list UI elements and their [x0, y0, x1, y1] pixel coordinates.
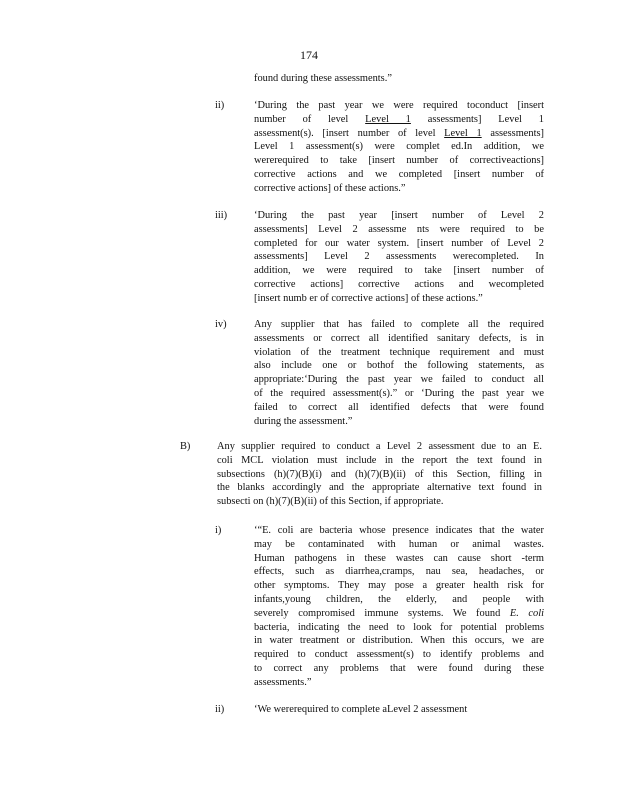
text-line: coli MCL violation must include in the report the text found in	[217, 454, 542, 466]
item-marker-b-i: i)	[215, 525, 222, 536]
text-line: severely compromised immune systems. We found E. coli	[254, 607, 545, 619]
text-line: Human pathogens in these wastes can cause short -term	[254, 552, 544, 564]
text-line: number of level Level 1 assessments] Level 1	[254, 113, 544, 125]
text-line: may be contaminated with human or animal wastes.	[254, 538, 544, 550]
item-b-i-text	[254, 524, 544, 690]
item-marker-b-ii: ii)	[215, 704, 225, 715]
text-line: corrective actions] of these actions.”	[254, 182, 406, 194]
text-line: assessments] Level 2 assessme nts were required to be	[254, 223, 544, 235]
text-line: wererequired to take [insert number of correctiveactions]	[254, 155, 544, 167]
text-line: ‘We wererequired to complete aLevel 2 assessment	[254, 704, 468, 715]
item-iii-text	[254, 209, 544, 306]
text-line: assessments or correct all identified sanitary defects, is in	[254, 332, 544, 344]
text-line: assessment(s). [insert number of level Level 1 assessments]	[254, 127, 545, 139]
item-marker-iv: iv)	[215, 319, 227, 330]
text-line: to correct any problems that were found during these	[254, 662, 544, 674]
text-line: Any supplier required to conduct a Level 2 assessment due to an E.	[217, 441, 542, 452]
text-line: infants,young children, the elderly, and people with	[254, 593, 544, 605]
text-line: effects, such as diarrhea,cramps, nau sea, headaches, or	[254, 566, 544, 578]
text-line: required to conduct assessment(s) to identify problems and	[254, 649, 544, 661]
item-iv-text	[254, 318, 544, 428]
text-line: corrective actions and we completed [insert number of	[254, 168, 544, 180]
text-line: assessments.”	[254, 676, 312, 688]
text-line: failed to correct all identified defects that were found	[254, 401, 544, 413]
text-line: violation of the treatment technique requirement and must	[254, 346, 544, 358]
text-line: Any supplier that has failed to complete all the required	[254, 319, 544, 330]
text-line: completed for our water system. [insert number of Level 2	[254, 237, 544, 249]
text-line: addition, we were required to take [insert number of	[254, 265, 544, 277]
text-line: also include one or bothof the following statements, as	[254, 360, 544, 372]
text-line: of the required assessment(s).” or ‘During the past year we	[254, 387, 544, 399]
text-line: ‘“E. coli are bacteria whose presence indicates that the water	[254, 525, 544, 536]
item-ii-text	[254, 99, 544, 196]
text-line: corrective actions] corrective actions and wecompleted	[254, 278, 544, 290]
text-line: found during these assessments.”	[254, 73, 392, 84]
item-marker-ii: ii)	[215, 100, 225, 111]
text-line: during the assessment.”	[254, 415, 353, 427]
text-line: ‘During the past year we were required toconduct [insert	[254, 100, 544, 111]
item-b-ii-text	[254, 703, 544, 717]
text-line: subsecti on (h)(7)(B)(ii) of this Section, if appropriate.	[217, 496, 444, 508]
section-b-text	[217, 440, 542, 509]
section-marker-b: B)	[180, 441, 191, 452]
text-line: [insert numb er of corrective actions] of these actions.”	[254, 292, 483, 304]
continuation-text	[254, 72, 544, 86]
text-line: bacteria, indicating the need to look for potential problems	[254, 621, 544, 633]
text-line: assessments] Level 2 assessments werecompleted. In	[254, 251, 544, 263]
text-line: ‘During the past year [insert number of Level 2	[254, 210, 544, 221]
text-line: subsections (h)(7)(B)(i) and (h)(7)(B)(ii) of this Section, filling in	[217, 468, 542, 480]
item-marker-iii: iii)	[215, 210, 228, 221]
page-number: 174	[300, 48, 318, 62]
text-line: other symptoms. They may pose a greater health risk for	[254, 580, 544, 592]
text-line: in water treatment or distribution. When this occurs, we are	[254, 635, 544, 647]
text-line: the blanks accordingly and the appropriate alternative text found in	[217, 482, 542, 494]
text-line: Level 1 assessment(s) were complet ed.In addition, we	[254, 141, 544, 153]
text-line: appropriate:‘During the past year we failed to conduct all	[254, 374, 544, 386]
